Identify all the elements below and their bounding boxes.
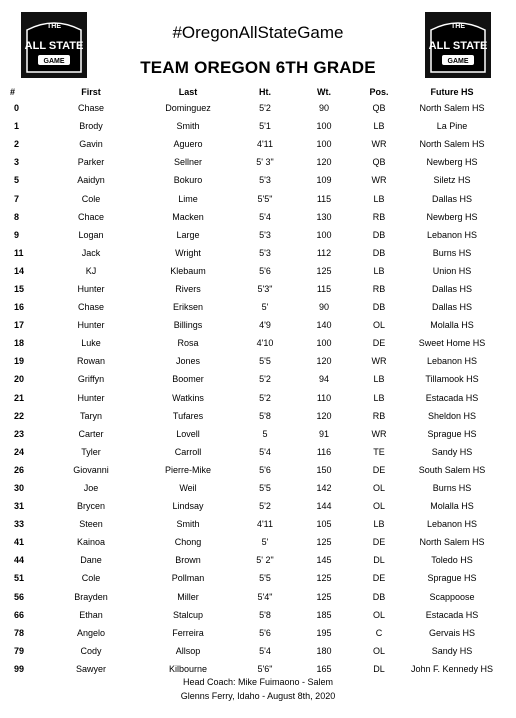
weight-cell: 100 <box>316 121 332 132</box>
position-cell: DE <box>372 537 386 548</box>
height-cell: 5'4 <box>259 211 271 222</box>
first-name-cell: Gavin <box>79 139 103 150</box>
height-cell: 5'3 <box>259 247 271 258</box>
future-high-school-cell: Toledo HS <box>431 555 473 566</box>
weight-cell: 130 <box>316 211 332 222</box>
height-cell: 5'4 <box>259 645 271 656</box>
position-cell: LB <box>373 392 385 403</box>
future-high-school-cell: Sprague HS <box>427 428 477 439</box>
first-name-cell: Chase <box>77 302 104 313</box>
future-high-school-cell: Lebanon HS <box>426 229 478 240</box>
table-row <box>10 642 504 660</box>
column-header-position: Pos. <box>369 86 389 97</box>
table-row <box>10 226 504 244</box>
height-cell: 5' 3" <box>256 157 274 168</box>
event-location-line: Glenns Ferry, Idaho - August 8th, 2020 <box>180 691 336 701</box>
position-cell: LB <box>373 193 385 204</box>
height-cell: 5'2 <box>259 501 271 512</box>
player-number-cell: 30 <box>14 483 25 494</box>
height-cell: 5'4 <box>259 446 271 457</box>
table-row <box>10 588 504 606</box>
player-number-cell: 2 <box>14 139 20 150</box>
table-row <box>10 153 504 171</box>
last-name-cell: Lovell <box>176 428 200 439</box>
position-cell: DE <box>372 573 386 584</box>
position-cell: RB <box>372 410 386 421</box>
table-row <box>10 660 504 678</box>
first-name-cell: Joe <box>83 483 99 494</box>
future-high-school-cell: Estacada HS <box>425 609 479 620</box>
height-cell: 5' <box>261 537 269 548</box>
last-name-cell: Smith <box>176 519 200 530</box>
column-header-future-hs: Future HS <box>430 86 474 97</box>
weight-cell: 185 <box>316 609 332 620</box>
table-row <box>10 208 504 226</box>
table-row <box>10 298 504 316</box>
height-cell: 5' 2" <box>256 555 274 566</box>
height-cell: 5'6" <box>257 663 273 674</box>
player-number-cell: 5 <box>14 175 20 186</box>
first-name-cell: Cody <box>80 645 102 656</box>
table-row <box>10 425 504 443</box>
weight-cell: 100 <box>316 338 332 349</box>
weight-cell: 112 <box>316 247 332 258</box>
weight-cell: 116 <box>316 446 332 457</box>
weight-cell: 144 <box>316 501 332 512</box>
height-cell: 5'6 <box>259 627 271 638</box>
weight-cell: 165 <box>316 663 332 674</box>
last-name-cell: Brown <box>175 555 201 566</box>
roster-table <box>10 84 504 678</box>
position-cell: DB <box>372 229 386 240</box>
position-cell: LB <box>373 265 385 276</box>
logo-sub-text: GAME <box>43 58 65 65</box>
first-name-cell: Hunter <box>77 320 105 331</box>
player-number-cell: 31 <box>14 501 25 512</box>
last-name-cell: Allsop <box>175 645 201 656</box>
table-row <box>10 389 504 407</box>
weight-cell: 125 <box>316 573 332 584</box>
height-cell: 4'11 <box>256 139 274 150</box>
position-cell: OL <box>372 645 385 656</box>
future-high-school-cell: Sprague HS <box>427 573 477 584</box>
last-name-cell: Kilbourne <box>168 663 208 674</box>
first-name-cell: Parker <box>77 157 105 168</box>
future-high-school-cell: Newberg HS <box>426 157 478 168</box>
last-name-cell: Stalcup <box>172 609 204 620</box>
height-cell: 5'8 <box>259 410 271 421</box>
future-high-school-cell: Dallas HS <box>431 193 472 204</box>
last-name-cell: Klebaum <box>170 265 206 276</box>
height-cell: 5'6 <box>259 464 271 475</box>
future-high-school-cell: Sheldon HS <box>427 410 477 421</box>
weight-cell: 150 <box>316 464 332 475</box>
last-name-cell: Rosa <box>177 338 199 349</box>
position-cell: DL <box>373 555 385 566</box>
position-cell: RB <box>372 211 386 222</box>
first-name-cell: Cole <box>81 573 101 584</box>
table-header-row <box>10 84 504 99</box>
last-name-cell: Ferreira <box>172 627 204 638</box>
first-name-cell: Hunter <box>77 392 105 403</box>
future-high-school-cell: Burns HS <box>432 247 472 258</box>
position-cell: OL <box>372 501 385 512</box>
weight-cell: 109 <box>316 175 332 186</box>
player-number-cell: 14 <box>14 265 25 276</box>
future-high-school-cell: John F. Kennedy HS <box>410 663 494 674</box>
player-number-cell: 18 <box>14 338 25 349</box>
first-name-cell: Brody <box>79 121 103 132</box>
table-row <box>10 407 504 425</box>
weight-cell: 90 <box>318 103 329 114</box>
future-high-school-cell: Union HS <box>432 265 472 276</box>
position-cell: QB <box>372 103 386 114</box>
future-high-school-cell: Siletz HS <box>433 175 471 186</box>
future-high-school-cell: Burns HS <box>432 483 472 494</box>
first-name-cell: Tyler <box>81 446 101 457</box>
weight-cell: 115 <box>316 193 332 204</box>
future-high-school-cell: La Pine <box>436 121 468 132</box>
position-cell: DB <box>372 591 386 602</box>
last-name-cell: Wright <box>175 247 201 258</box>
player-number-cell: 3 <box>14 157 20 168</box>
table-row <box>10 443 504 461</box>
player-number-cell: 16 <box>14 302 25 313</box>
height-cell: 4'9 <box>259 320 271 331</box>
weight-cell: 120 <box>316 157 332 168</box>
weight-cell: 145 <box>316 555 332 566</box>
future-high-school-cell: Gervais HS <box>428 627 475 638</box>
table-row <box>10 316 504 334</box>
future-high-school-cell: Scappoose <box>429 591 475 602</box>
table-row <box>10 334 504 352</box>
player-number-cell: 17 <box>14 320 25 331</box>
last-name-cell: Carroll <box>174 446 202 457</box>
player-number-cell: 56 <box>14 591 25 602</box>
last-name-cell: Miller <box>177 591 199 602</box>
future-high-school-cell: South Salem HS <box>418 464 486 475</box>
future-high-school-cell: Sandy HS <box>431 446 473 457</box>
column-header-height: Ht. <box>259 86 271 97</box>
column-header-first: First <box>81 86 101 97</box>
first-name-cell: Logan <box>78 229 104 240</box>
player-number-cell: 19 <box>14 356 25 367</box>
player-number-cell: 23 <box>14 428 25 439</box>
weight-cell: 120 <box>316 410 332 421</box>
future-high-school-cell: Molalla HS <box>430 320 474 331</box>
table-row <box>10 352 504 370</box>
player-number-cell: 41 <box>14 537 25 548</box>
table-row <box>10 606 504 624</box>
player-number-cell: 78 <box>14 627 25 638</box>
position-cell: WR <box>371 175 387 186</box>
first-name-cell: Chace <box>77 211 104 222</box>
first-name-cell: Giovanni <box>73 464 109 475</box>
table-row <box>10 624 504 642</box>
player-number-cell: 24 <box>14 446 25 457</box>
logo-the-text: THE <box>451 23 465 30</box>
weight-cell: 125 <box>316 537 332 548</box>
future-high-school-cell: North Salem HS <box>419 103 485 114</box>
first-name-cell: Steen <box>79 519 103 530</box>
first-name-cell: Chase <box>77 103 104 114</box>
last-name-cell: Pollman <box>171 573 205 584</box>
first-name-cell: Luke <box>81 338 101 349</box>
position-cell: LB <box>373 374 385 385</box>
height-cell: 5'2 <box>259 374 271 385</box>
weight-cell: 110 <box>316 392 332 403</box>
height-cell: 5'8 <box>259 609 271 620</box>
position-cell: OL <box>372 483 385 494</box>
first-name-cell: Hunter <box>77 283 105 294</box>
table-row <box>10 117 504 135</box>
height-cell: 5 <box>262 428 268 439</box>
weight-cell: 100 <box>316 229 332 240</box>
weight-cell: 91 <box>318 428 329 439</box>
player-number-cell: 66 <box>14 609 25 620</box>
position-cell: DE <box>372 338 386 349</box>
last-name-cell: Boomer <box>172 374 204 385</box>
position-cell: WR <box>371 356 387 367</box>
table-row <box>10 244 504 262</box>
last-name-cell: Chong <box>174 537 202 548</box>
position-cell: QB <box>372 157 386 168</box>
last-name-cell: Rivers <box>175 283 201 294</box>
player-number-cell: 99 <box>14 663 25 674</box>
column-header-weight: Wt. <box>317 86 331 97</box>
last-name-cell: Pierre-Mike <box>164 464 211 475</box>
last-name-cell: Dominguez <box>165 103 211 114</box>
player-number-cell: 33 <box>14 519 25 530</box>
first-name-cell: Ethan <box>79 609 103 620</box>
height-cell: 5'2 <box>259 392 271 403</box>
table-row <box>10 461 504 479</box>
last-name-cell: Lime <box>178 193 198 204</box>
table-row <box>10 99 504 117</box>
last-name-cell: Billings <box>173 320 203 331</box>
position-cell: OL <box>372 320 385 331</box>
height-cell: 5'5" <box>257 193 273 204</box>
weight-cell: 142 <box>316 483 332 494</box>
position-cell: DB <box>372 247 386 258</box>
position-cell: LB <box>373 519 385 530</box>
position-cell: C <box>375 627 383 638</box>
future-high-school-cell: Sweet Home HS <box>418 338 486 349</box>
position-cell: DE <box>372 464 386 475</box>
logo-main-text: ALL STATE <box>428 40 488 52</box>
player-number-cell: 79 <box>14 645 25 656</box>
weight-cell: 180 <box>316 645 332 656</box>
player-number-cell: 8 <box>14 211 20 222</box>
first-name-cell: Kainoa <box>76 537 106 548</box>
position-cell: DB <box>372 302 386 313</box>
first-name-cell: Griffyn <box>77 374 105 385</box>
height-cell: 4'11 <box>256 519 274 530</box>
future-high-school-cell: North Salem HS <box>419 139 485 150</box>
future-high-school-cell: Estacada HS <box>425 392 479 403</box>
future-high-school-cell: Lebanon HS <box>426 519 478 530</box>
last-name-cell: Large <box>176 229 200 240</box>
last-name-cell: Lindsay <box>172 501 204 512</box>
weight-cell: 105 <box>316 519 332 530</box>
first-name-cell: Sawyer <box>75 663 106 674</box>
player-number-cell: 11 <box>14 247 24 258</box>
player-number-cell: 21 <box>14 392 25 403</box>
first-name-cell: Rowan <box>76 356 105 367</box>
table-row <box>10 515 504 533</box>
last-name-cell: Weil <box>179 483 197 494</box>
weight-cell: 115 <box>316 283 332 294</box>
height-cell: 5'5 <box>259 573 271 584</box>
column-header-number: # <box>10 86 16 97</box>
logo-the-text: THE <box>47 23 61 30</box>
logo-main-text: ALL STATE <box>24 40 84 52</box>
position-cell: TE <box>373 446 385 457</box>
player-number-cell: 15 <box>14 283 25 294</box>
weight-cell: 94 <box>318 374 329 385</box>
height-cell: 5'1 <box>259 121 271 132</box>
table-row <box>10 171 504 189</box>
table-row <box>10 280 504 298</box>
head-coach-line: Head Coach: Mike Fuimaono - Salem <box>182 677 334 687</box>
position-cell: WR <box>371 428 387 439</box>
table-row <box>10 370 504 388</box>
weight-cell: 100 <box>316 139 332 150</box>
height-cell: 5'4" <box>257 591 273 602</box>
future-high-school-cell: Lebanon HS <box>426 356 478 367</box>
weight-cell: 90 <box>318 302 329 313</box>
last-name-cell: Eriksen <box>172 302 203 313</box>
height-cell: 5'3" <box>257 283 273 294</box>
player-number-cell: 51 <box>14 573 25 584</box>
future-high-school-cell: Newberg HS <box>426 211 478 222</box>
table-row <box>10 497 504 515</box>
column-header-last: Last <box>178 86 198 97</box>
position-cell: WR <box>371 139 387 150</box>
first-name-cell: Cole <box>81 193 101 204</box>
weight-cell: 195 <box>316 627 332 638</box>
future-high-school-cell: Sandy HS <box>431 645 473 656</box>
position-cell: LB <box>373 121 385 132</box>
player-number-cell: 9 <box>14 229 20 240</box>
table-row <box>10 533 504 551</box>
player-number-cell: 0 <box>14 103 20 114</box>
player-number-cell: 22 <box>14 410 25 421</box>
position-cell: RB <box>372 283 386 294</box>
table-row <box>10 479 504 497</box>
weight-cell: 125 <box>316 265 332 276</box>
first-name-cell: Jack <box>81 247 101 258</box>
logo-sub-text: GAME <box>447 58 469 65</box>
last-name-cell: Macken <box>172 211 204 222</box>
position-cell: OL <box>372 609 385 620</box>
first-name-cell: Taryn <box>79 410 102 421</box>
table-row <box>10 551 504 569</box>
hashtag-heading: #OregonAllStateGame <box>172 23 344 42</box>
height-cell: 5'3 <box>259 175 271 186</box>
height-cell: 5'3 <box>259 229 271 240</box>
first-name-cell: Carter <box>78 428 104 439</box>
first-name-cell: KJ <box>85 265 97 276</box>
first-name-cell: Angelo <box>76 627 106 638</box>
first-name-cell: Aaidyn <box>77 175 105 186</box>
height-cell: 5'5 <box>259 483 271 494</box>
position-cell: DL <box>373 663 385 674</box>
future-high-school-cell: Dallas HS <box>431 302 472 313</box>
last-name-cell: Tufares <box>172 410 204 421</box>
table-row <box>10 569 504 587</box>
first-name-cell: Dane <box>80 555 102 566</box>
last-name-cell: Aguero <box>173 139 203 150</box>
last-name-cell: Sellner <box>173 157 202 168</box>
future-high-school-cell: Molalla HS <box>430 501 474 512</box>
first-name-cell: Brycen <box>76 501 105 512</box>
last-name-cell: Jones <box>175 356 201 367</box>
height-cell: 5'2 <box>259 103 271 114</box>
future-high-school-cell: Dallas HS <box>431 283 472 294</box>
height-cell: 4'10 <box>256 338 274 349</box>
last-name-cell: Watkins <box>172 392 204 403</box>
player-number-cell: 26 <box>14 464 25 475</box>
table-row <box>10 189 504 207</box>
height-cell: 5'5 <box>259 356 271 367</box>
future-high-school-cell: Tillamook HS <box>425 374 479 385</box>
first-name-cell: Brayden <box>74 591 108 602</box>
last-name-cell: Smith <box>176 121 200 132</box>
page-title: TEAM OREGON 6TH GRADE <box>140 58 376 77</box>
future-high-school-cell: North Salem HS <box>419 537 485 548</box>
weight-cell: 120 <box>316 356 332 367</box>
weight-cell: 140 <box>316 320 332 331</box>
table-row <box>10 135 504 153</box>
height-cell: 5'6 <box>259 265 271 276</box>
player-number-cell: 7 <box>14 193 20 204</box>
player-number-cell: 1 <box>14 121 20 132</box>
player-number-cell: 44 <box>14 555 25 566</box>
last-name-cell: Bokuro <box>173 175 203 186</box>
weight-cell: 125 <box>316 591 332 602</box>
table-row <box>10 262 504 280</box>
height-cell: 5' <box>261 302 269 313</box>
player-number-cell: 20 <box>14 374 25 385</box>
